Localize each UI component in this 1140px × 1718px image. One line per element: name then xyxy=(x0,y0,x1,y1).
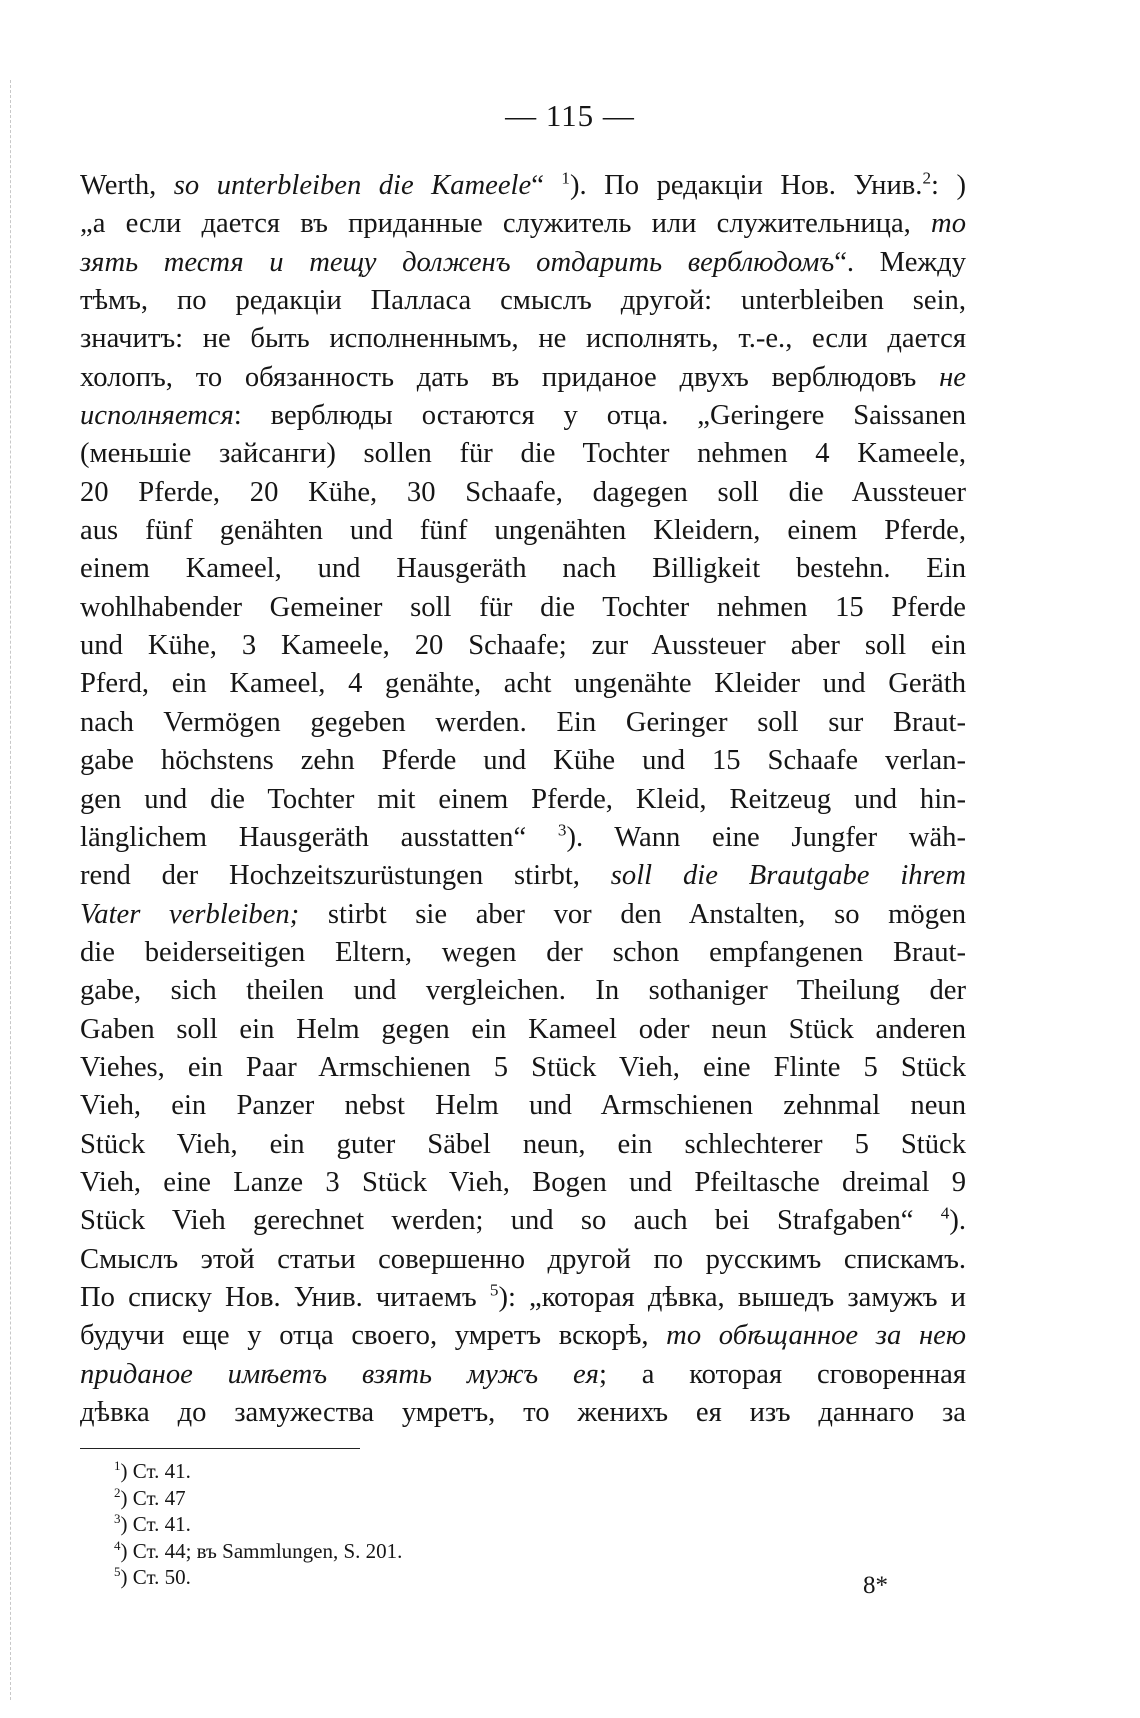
text-run: ; а которая сговоренная xyxy=(598,1358,966,1390)
text-run: gen und die Tochter mit einem Pferde, Kleid, Reitzeug und hin- xyxy=(80,783,966,815)
text-line xyxy=(80,972,966,1010)
text-line xyxy=(80,397,966,435)
footnote xyxy=(114,1538,402,1565)
footnote-mark: 2 xyxy=(114,1484,121,1500)
text-run: Gaben soll ein Helm gegen ein Kameel oder neun Stück anderen xyxy=(80,1013,966,1045)
text-run: “ xyxy=(531,170,562,201)
text-run: По списку Нов. Унив. читаемъ xyxy=(80,1281,490,1313)
text-run: „а если дается въ приданные служитель или служительница, xyxy=(80,208,932,240)
text-line xyxy=(80,1356,966,1394)
text-line xyxy=(80,1164,966,1202)
text-line xyxy=(80,435,966,473)
text-run: ): „которая дѣвка, вышедъ замужъ и xyxy=(498,1281,966,1313)
text-line xyxy=(80,1202,966,1240)
text-line xyxy=(80,819,966,857)
italic-text: Vater verbleiben; xyxy=(80,898,300,930)
text-line xyxy=(80,627,966,665)
text-run: Stück Vieh gerechnet werden; und so auch bei Strafgaben“ xyxy=(80,1205,941,1237)
text-line xyxy=(80,1241,966,1279)
footnote-mark: 3 xyxy=(114,1511,121,1526)
footnote xyxy=(114,1458,402,1485)
footnote-text: ) Ст. 41. xyxy=(120,1512,191,1536)
text-line xyxy=(80,704,966,742)
italic-text: не xyxy=(939,361,966,393)
footnote-mark: 4 xyxy=(114,1537,121,1553)
text-run: die beiderseitigen Eltern, wegen der schon empfangenen Braut- xyxy=(80,936,966,968)
footnote xyxy=(114,1485,402,1512)
text-line xyxy=(80,934,966,972)
text-run: ). По редакціи Нов. Унив. xyxy=(569,170,923,201)
text-line xyxy=(80,857,966,895)
text-line xyxy=(80,1317,966,1355)
text-run: stirbt sie aber vor den Anstalten, so mögen xyxy=(299,898,966,930)
text-run: Viehes, ein Paar Armschienen 5 Stück Vieh, eine Flinte 5 Stück xyxy=(80,1051,966,1083)
footnote-text: ) Ст. 41. xyxy=(120,1459,191,1483)
text-line xyxy=(80,781,966,819)
text-line xyxy=(80,1011,966,1049)
text-line xyxy=(80,1279,966,1317)
text-run: Vieh, ein Panzer nebst Helm und Armschienen zehnmal neun xyxy=(80,1090,966,1122)
text-run: ). Wann eine Jungfer wäh- xyxy=(566,821,966,853)
footnote xyxy=(114,1564,402,1591)
text-run: wohlhabender Gemeiner soll für die Tochter nehmen 15 Pferde xyxy=(80,591,966,623)
footnote-ref: 1 xyxy=(561,168,570,188)
footnote-mark: 1 xyxy=(114,1458,121,1473)
text-run: 20 Pferde, 20 Kühe, 30 Schaafe, dagegen soll die Aussteuer xyxy=(80,476,966,508)
italic-text: то xyxy=(931,208,966,240)
text-run: gabe höchstens zehn Pferde und Kühe und 15 Schaafe verlan- xyxy=(80,745,966,777)
footnote-text: ) Ст. 47 xyxy=(120,1485,186,1510)
text-line xyxy=(80,1087,966,1125)
text-line xyxy=(80,589,966,627)
italic-text: то обѣщанное за нею xyxy=(666,1320,966,1352)
page-number: — 115 — xyxy=(505,98,635,133)
text-line xyxy=(80,359,966,397)
italic-text: приданое имѣетъ взять мужъ ея xyxy=(80,1358,599,1390)
text-run: : ) xyxy=(931,170,966,201)
footnote-ref: 5 xyxy=(489,1280,499,1300)
text-line xyxy=(80,205,966,243)
footnote xyxy=(114,1511,402,1538)
footnote-ref: 3 xyxy=(557,820,567,840)
binding-edge xyxy=(10,80,12,1700)
signature-mark: 8* xyxy=(863,1572,888,1599)
text-run: Pferd, ein Kameel, 4 genähte, acht ungenähte Kleider und Geräth xyxy=(80,668,966,700)
footnote-text: ) Ст. 50. xyxy=(120,1565,191,1589)
text-run: (меньшіе зайсанги) sollen für die Tochter nehmen 4 Kameele, xyxy=(80,438,966,470)
text-run: Смыслъ этой статьи совершенно другой по русскимъ спискамъ. xyxy=(80,1243,966,1275)
text-run: дѣвка до замужества умретъ, то женихъ ея изъ даннаго за xyxy=(80,1397,966,1428)
text-run: будучи еще у отца своего, умретъ вскорѣ, xyxy=(80,1320,667,1352)
text-run: холопъ, то обязанность дать въ приданое двухъ верблюдовъ xyxy=(80,361,940,393)
text-line xyxy=(80,320,966,358)
text-line xyxy=(80,167,966,205)
text-line xyxy=(80,244,966,282)
footnote-divider xyxy=(80,1448,360,1449)
footnotes xyxy=(114,1458,402,1591)
text-line xyxy=(80,282,966,320)
text-run: Stück Vieh, ein guter Säbel neun, ein schlechterer 5 Stück xyxy=(80,1128,966,1160)
italic-text: so unterbleiben die Kameele xyxy=(173,170,532,201)
text-line xyxy=(80,1049,966,1087)
body-text xyxy=(80,167,966,1432)
footnote-mark: 5 xyxy=(114,1564,121,1579)
text-run: aus fünf genähten und fünf ungenähten Kleidern, einem Pferde, xyxy=(80,515,966,547)
text-line xyxy=(80,1394,966,1432)
text-run: und Kühe, 3 Kameele, 20 Schaafe; zur Aussteuer aber soll ein xyxy=(80,630,966,662)
text-run: значитъ: не быть исполненнымъ, не исполнять, т.-е., если дается xyxy=(80,323,966,355)
italic-text: soll die Brautgabe ihrem xyxy=(610,860,966,892)
text-line xyxy=(80,1126,966,1164)
text-line xyxy=(80,474,966,512)
text-line xyxy=(80,896,966,934)
text-line xyxy=(80,550,966,588)
text-run: ). xyxy=(949,1205,966,1237)
text-run: Werth, xyxy=(80,170,174,201)
text-run: länglichem Hausgeräth ausstatten“ xyxy=(80,821,558,853)
italic-text: зять тестя и тещу долженъ отдарить верблюдомъ xyxy=(80,246,835,278)
text-line xyxy=(80,742,966,780)
text-run: nach Vermögen gegeben werden. Ein Geringer soll sur Braut- xyxy=(80,706,966,738)
footnote-ref: 2 xyxy=(922,168,932,188)
text-run: тѣмъ, по редакціи Палласа смыслъ другой: unterbleiben sein, xyxy=(80,285,966,317)
text-line xyxy=(80,665,966,703)
text-run: : верблюды остаются у отца. „Geringere Saissanen xyxy=(233,400,966,432)
text-run: gabe, sich theilen und vergleichen. In sothaniger Theilung der xyxy=(80,975,966,1007)
text-run: “. Между xyxy=(834,246,967,278)
text-run: Vieh, eine Lanze 3 Stück Vieh, Bogen und Pfeiltasche dreimal 9 xyxy=(80,1166,966,1198)
text-run: rend der Hochzeitszurüstungen stirbt, xyxy=(80,860,611,892)
footnote-ref: 4 xyxy=(940,1203,950,1223)
text-line xyxy=(80,512,966,550)
footnote-text: ) Ст. 44; въ Sammlungen, S. 201. xyxy=(120,1538,403,1563)
text-run: einem Kameel, und Hausgeräth nach Billigkeit bestehn. Ein xyxy=(80,553,966,585)
italic-text: исполняется xyxy=(80,400,234,432)
